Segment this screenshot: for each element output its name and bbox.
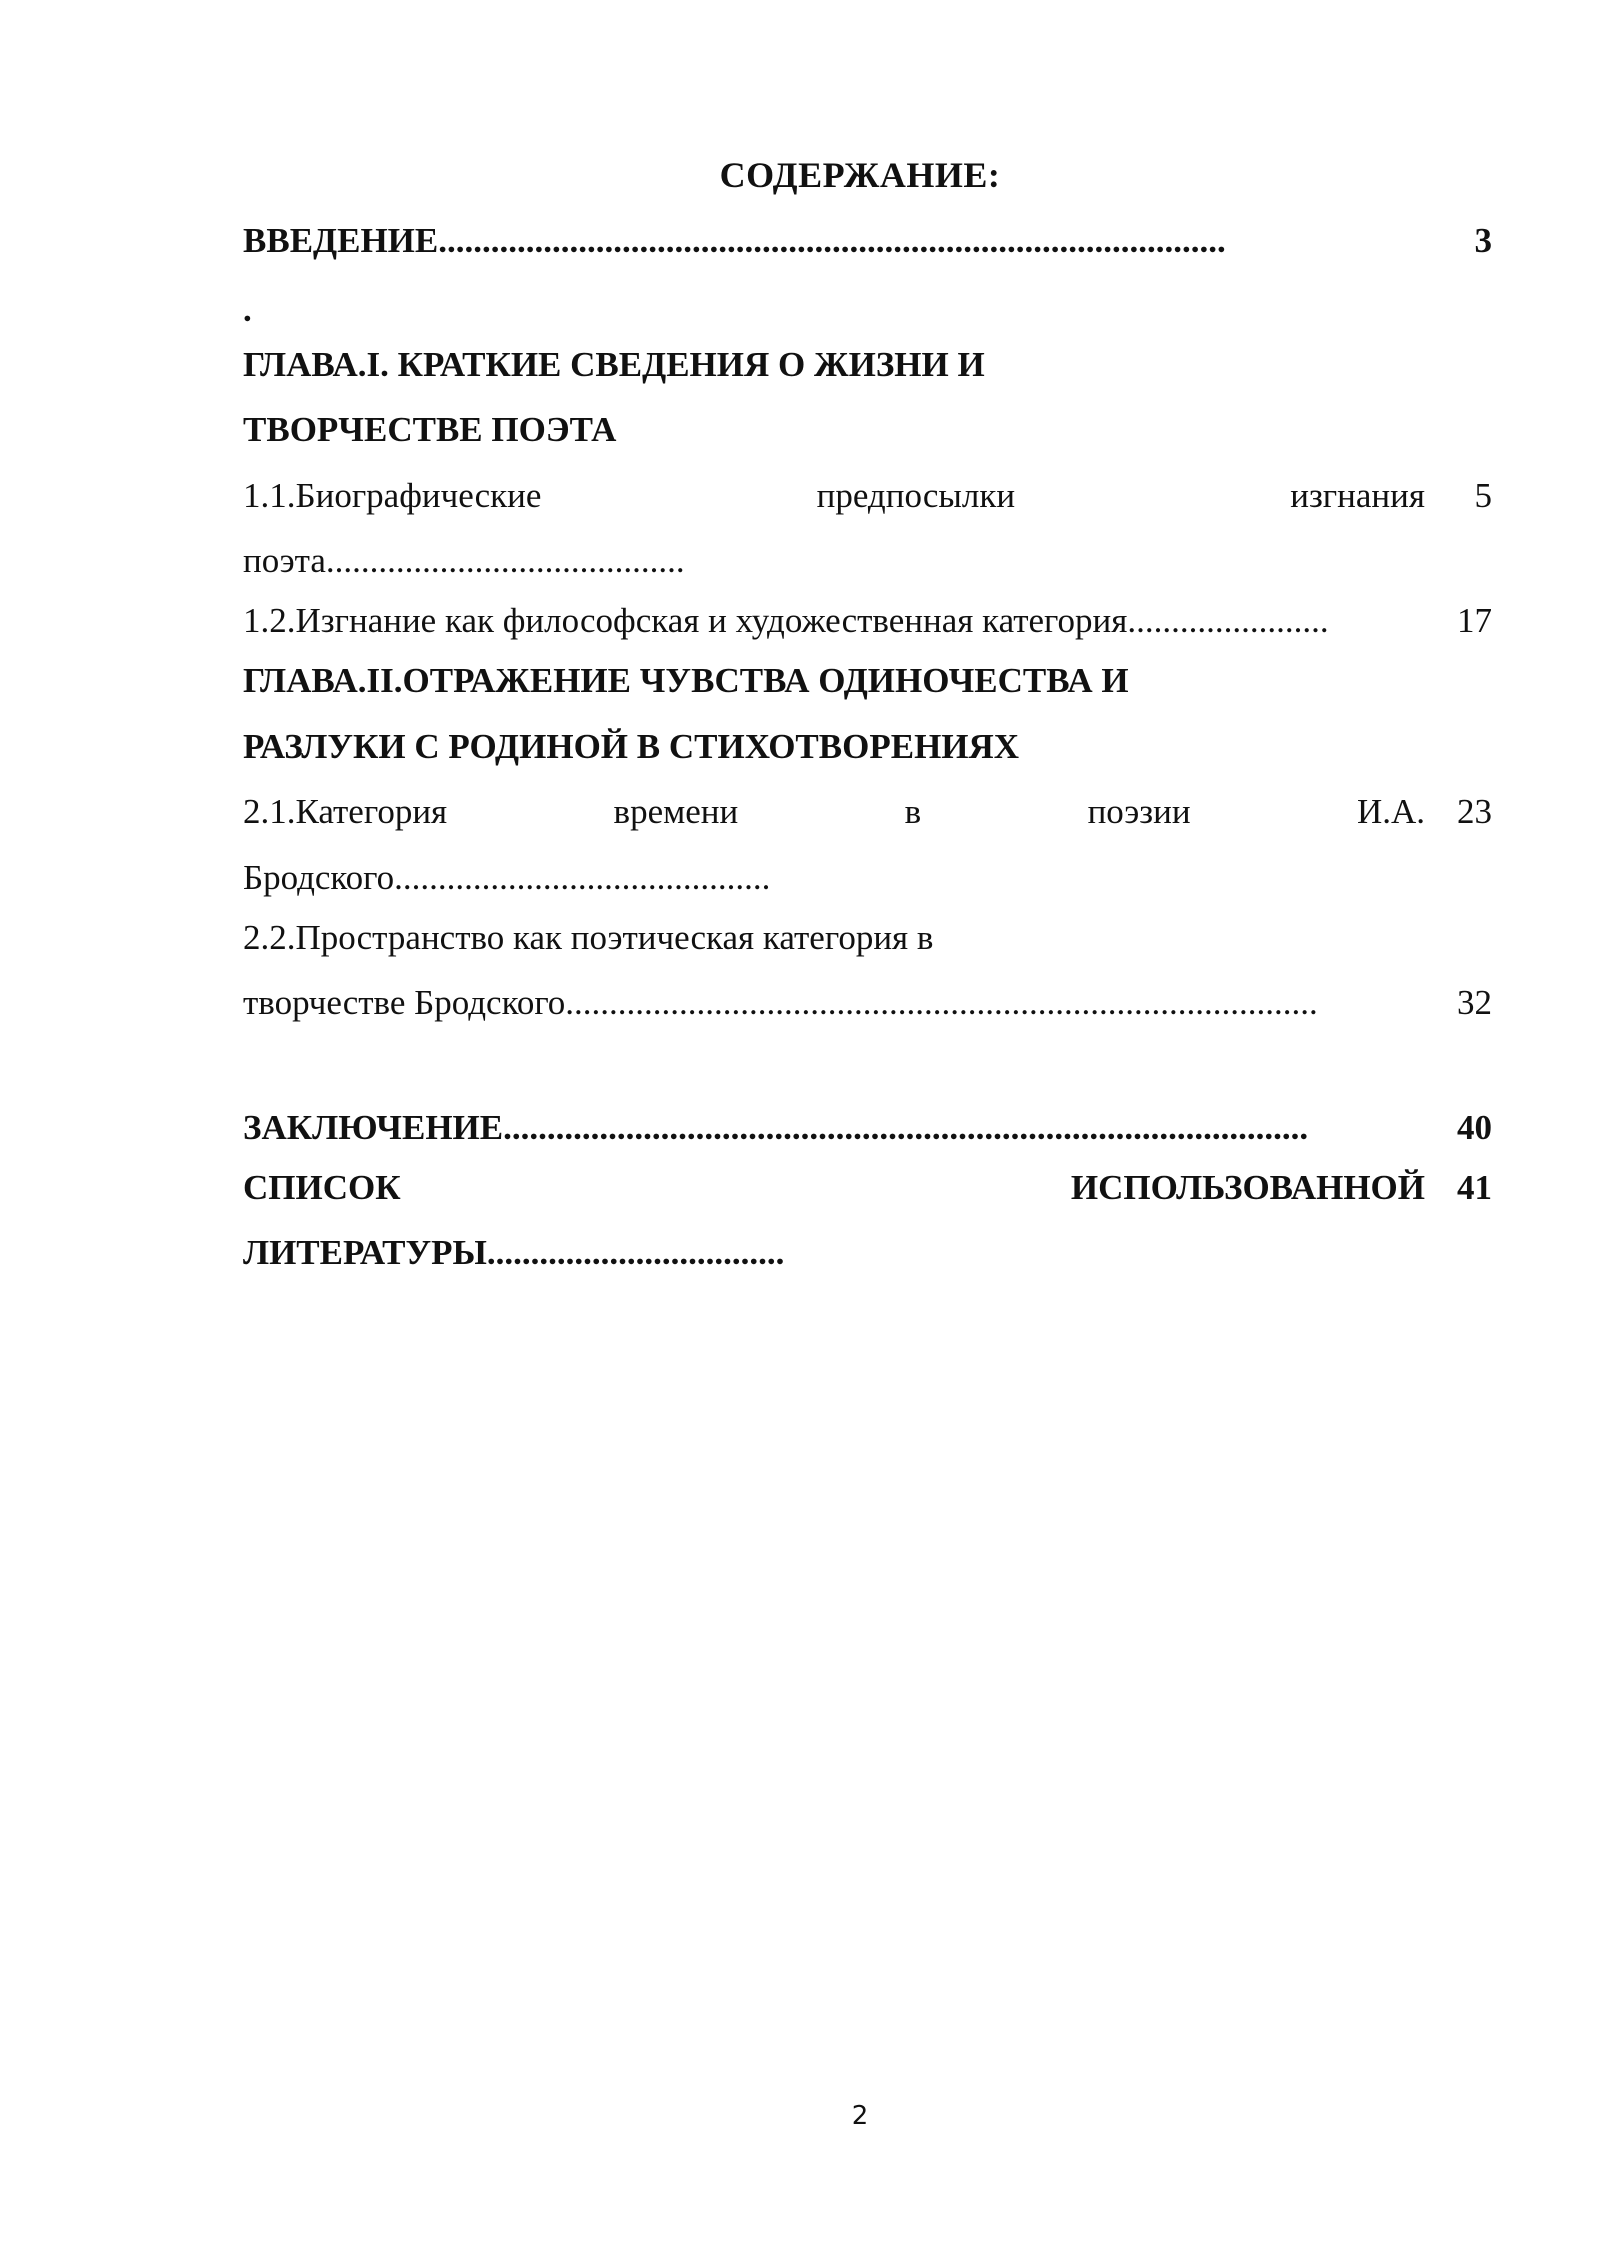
toc-entry-1-2: 1.2.Изгнание как философская и художественная категория.......................	[243, 601, 1329, 640]
toc-page-1-2: 17	[1457, 601, 1492, 640]
toc-heading: СОДЕРЖАНИЕ:	[719, 155, 1001, 195]
toc-entry-2-1-cont: Бродского...........................................	[243, 858, 771, 897]
toc-entry-references-word: СПИСОК	[243, 1168, 401, 1207]
toc-chapter-1-line-1: ГЛАВА.I. КРАТКИЕ СВЕДЕНИЯ О ЖИЗНИ И	[243, 345, 985, 384]
page-number: 2	[851, 2101, 869, 2131]
toc-entry-2-1	[243, 787, 1425, 837]
toc-entry-2-1-word: времени	[613, 792, 739, 831]
toc-entry-references-cont: ЛИТЕРАТУРЫ..................................	[243, 1233, 785, 1272]
toc-entry-1-1	[243, 471, 1425, 521]
toc-entry-2-1-word: в	[904, 792, 922, 831]
toc-entry-1-1-word: изгнания	[1290, 476, 1425, 515]
toc-entry-intro: ВВЕДЕНИЕ..........................................................................................	[243, 221, 1226, 260]
toc-entry-2-1-word: поэзии	[1087, 792, 1191, 831]
toc-entry-2-2-line-1: 2.2.Пространство как поэтическая категория в	[243, 918, 934, 957]
toc-page-references: 41	[1457, 1168, 1492, 1207]
toc-entry-2-1-word: И.А.	[1356, 792, 1425, 831]
toc-page-conclusion: 40	[1457, 1108, 1492, 1147]
toc-page-1-1: 5	[1474, 476, 1492, 515]
toc-entry-1-1-word: 1.1.Биографические	[243, 476, 542, 515]
toc-entry-1-1-cont: поэта.........................................	[243, 541, 685, 580]
toc-entry-references-word: ИСПОЛЬЗОВАННОЙ	[1070, 1168, 1425, 1207]
toc-chapter-2-line-1: ГЛАВА.II.ОТРАЖЕНИЕ ЧУВСТВА ОДИНОЧЕСТВА И	[243, 661, 1129, 700]
toc-chapter-1-line-2: ТВОРЧЕСТВЕ ПОЭТА	[243, 410, 617, 449]
stray-dot: .	[243, 290, 252, 329]
toc-entry-1-1-word: предпосылки	[816, 476, 1016, 515]
toc-page-2-2: 32	[1457, 983, 1492, 1022]
toc-entry-conclusion: ЗАКЛЮЧЕНИЕ............................................................................................	[243, 1108, 1309, 1147]
toc-entry-2-1-word: 2.1.Категория	[243, 792, 448, 831]
toc-page-intro: 3	[1474, 221, 1492, 260]
toc-chapter-2-line-2: РАЗЛУКИ С РОДИНОЙ В СТИХОТВОРЕНИЯХ	[243, 727, 1020, 766]
toc-entry-2-2-line-2: творчестве Бродского......................................................................................	[243, 983, 1318, 1022]
toc-entry-references	[243, 1163, 1425, 1213]
toc-page-2-1: 23	[1457, 792, 1492, 831]
